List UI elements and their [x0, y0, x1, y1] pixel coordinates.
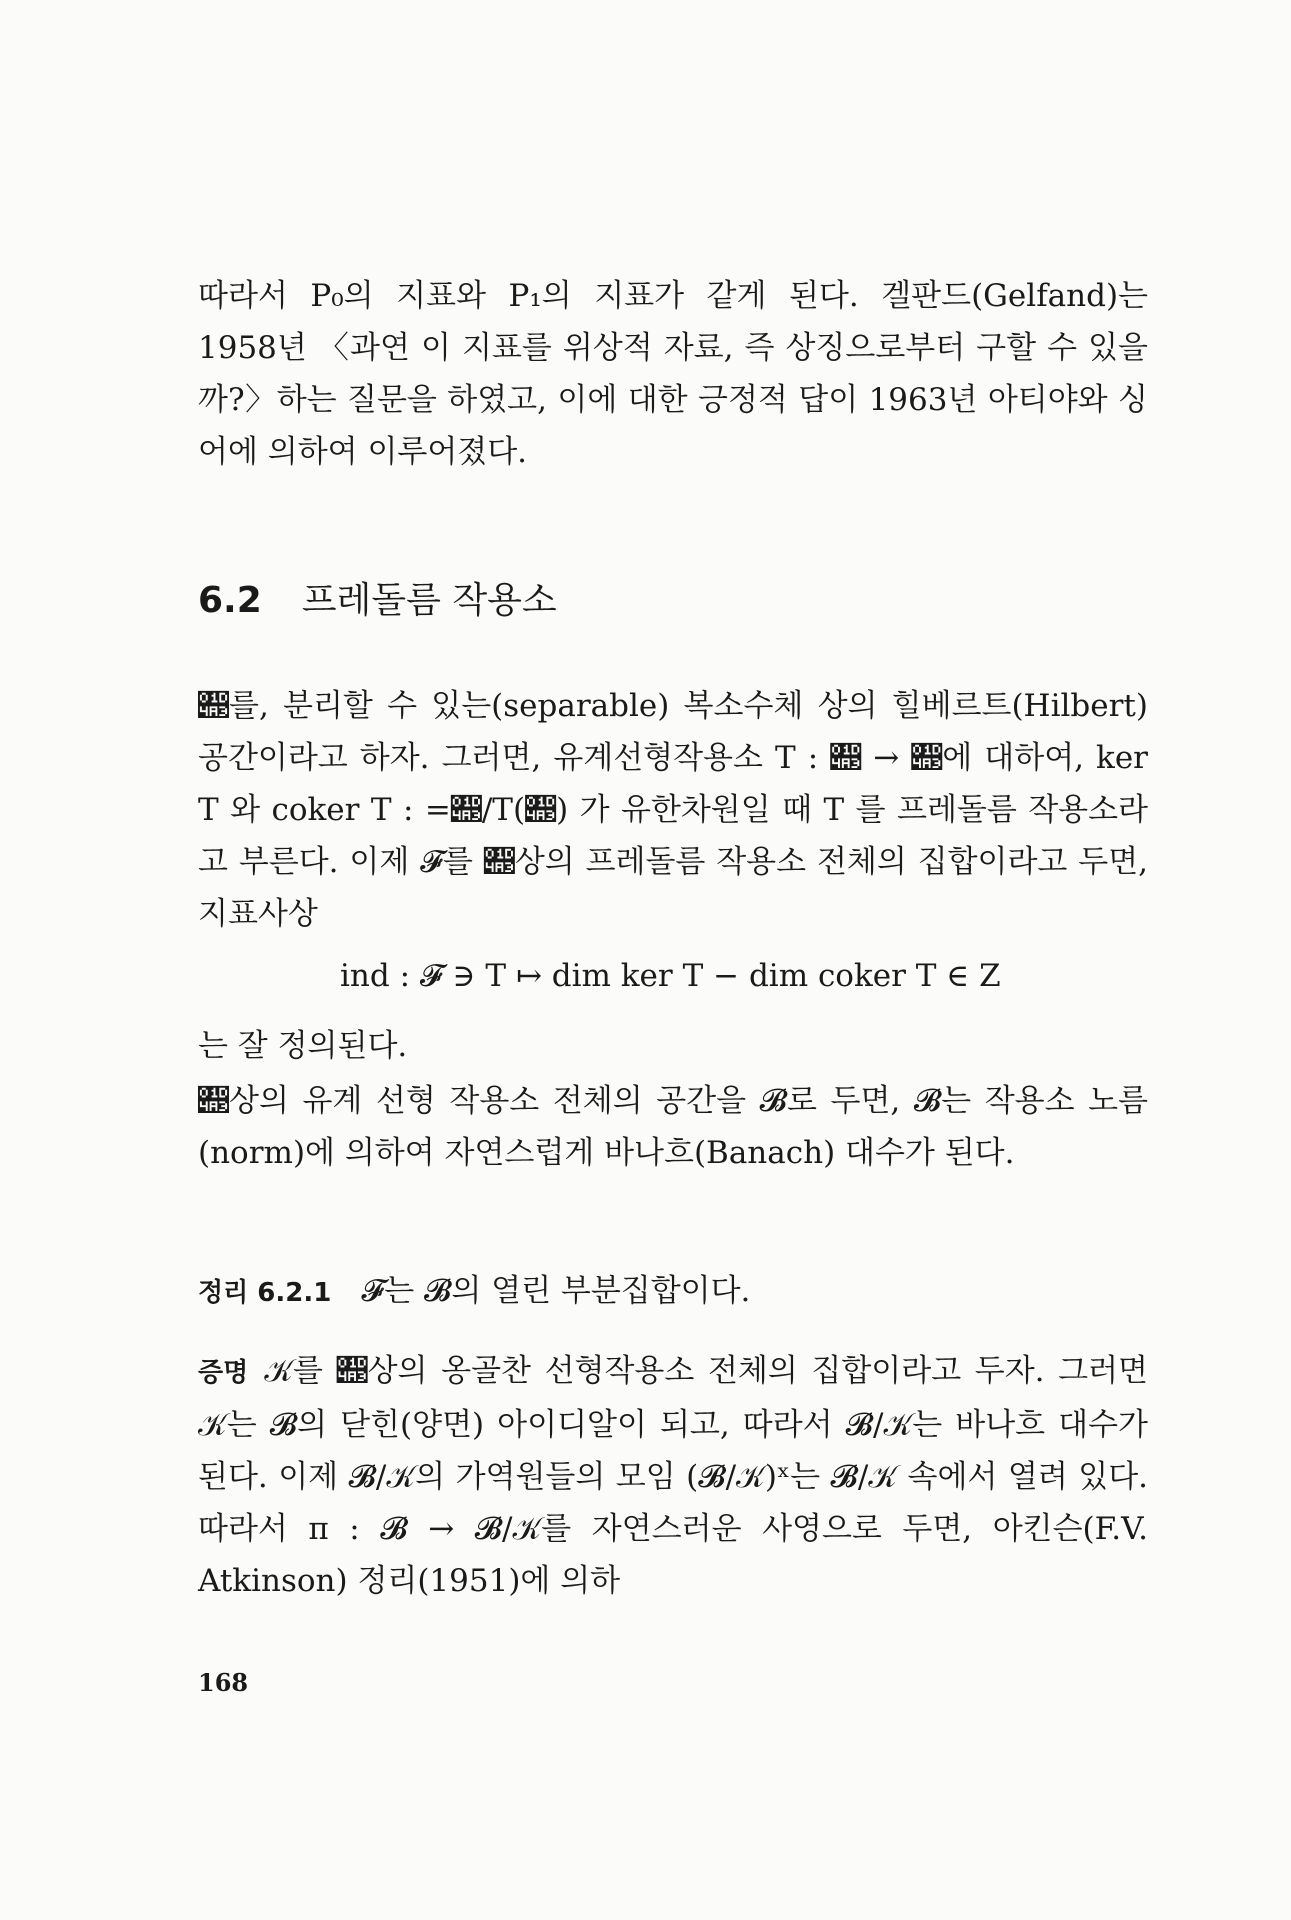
theorem-text: 𝓕는 𝓑의 열린 부분집합이다.	[361, 1273, 751, 1309]
section-number: 6.2	[198, 580, 262, 621]
index-map-formula: ind : 𝓕 ∋ T ↦ dim ker T − dim coker T ∈ Z	[340, 958, 1001, 994]
theorem	[198, 1265, 1148, 1319]
proof-label: 증명	[198, 1358, 249, 1388]
paragraph-well-defined: 는 잘 정의된다.	[198, 1028, 408, 1064]
paragraph-definition: 𝒣를, 분리할 수 있는(separable) 복소수체 상의 힐베르트(Hilbert)공간이라고 하자. 그러면, 유계선형작용소 T : 𝒣 → 𝒣에 대하여, ker T 와 coker T : =𝒣/T(𝒣) 가 유한차원일 때 T 를 프레돌름 작용소라고 부른다. 이제 𝓕를 𝒣상의 프레돌름 작용소 전체의 집합이라고 두면, 지표사상	[198, 688, 1148, 932]
paragraph-banach-algebra: 𝒣상의 유계 선형 작용소 전체의 공간을 𝓑로 두면, 𝓑는 작용소 노름(norm)에 의하여 자연스럽게 바나흐(Banach) 대수가 된다.	[198, 1083, 1148, 1171]
theorem-label: 정리 6.2.1	[198, 1278, 332, 1308]
proof-text: 𝒦를 𝒣상의 옹골찬 선형작용소 전체의 집합이라고 두자. 그러면 𝒦는 𝓑의 닫힌(양면) 아이디알이 되고, 따라서 𝓑/𝒦는 바나흐 대수가 된다. 이제 𝓑/𝒦의 가역원들의 모임 (𝓑/𝒦)ˣ는 𝓑/𝒦 속에서 열려 있다. 따라서 π : 𝓑 → 𝓑/𝒦를 자연스러운 사영으로 두면, 아킨슨(F.V. Atkinson) 정리(1951)에 의하	[198, 1353, 1148, 1599]
proof	[198, 1345, 1148, 1607]
section-heading	[198, 575, 1148, 627]
section-title: 프레돌름 작용소	[301, 580, 557, 621]
page-number: 168	[198, 1668, 249, 1697]
paragraph-intro: 따라서 P₀의 지표와 P₁의 지표가 같게 된다. 겔판드(Gelfand)는 1958년 〈과연 이 지표를 위상적 자료, 즉 상징으로부터 구할 수 있을까?〉하는 질문을 하였고, 이에 대한 긍정적 답이 1963년 아티야와 싱어에 의하여 이루어졌다.	[198, 278, 1148, 470]
